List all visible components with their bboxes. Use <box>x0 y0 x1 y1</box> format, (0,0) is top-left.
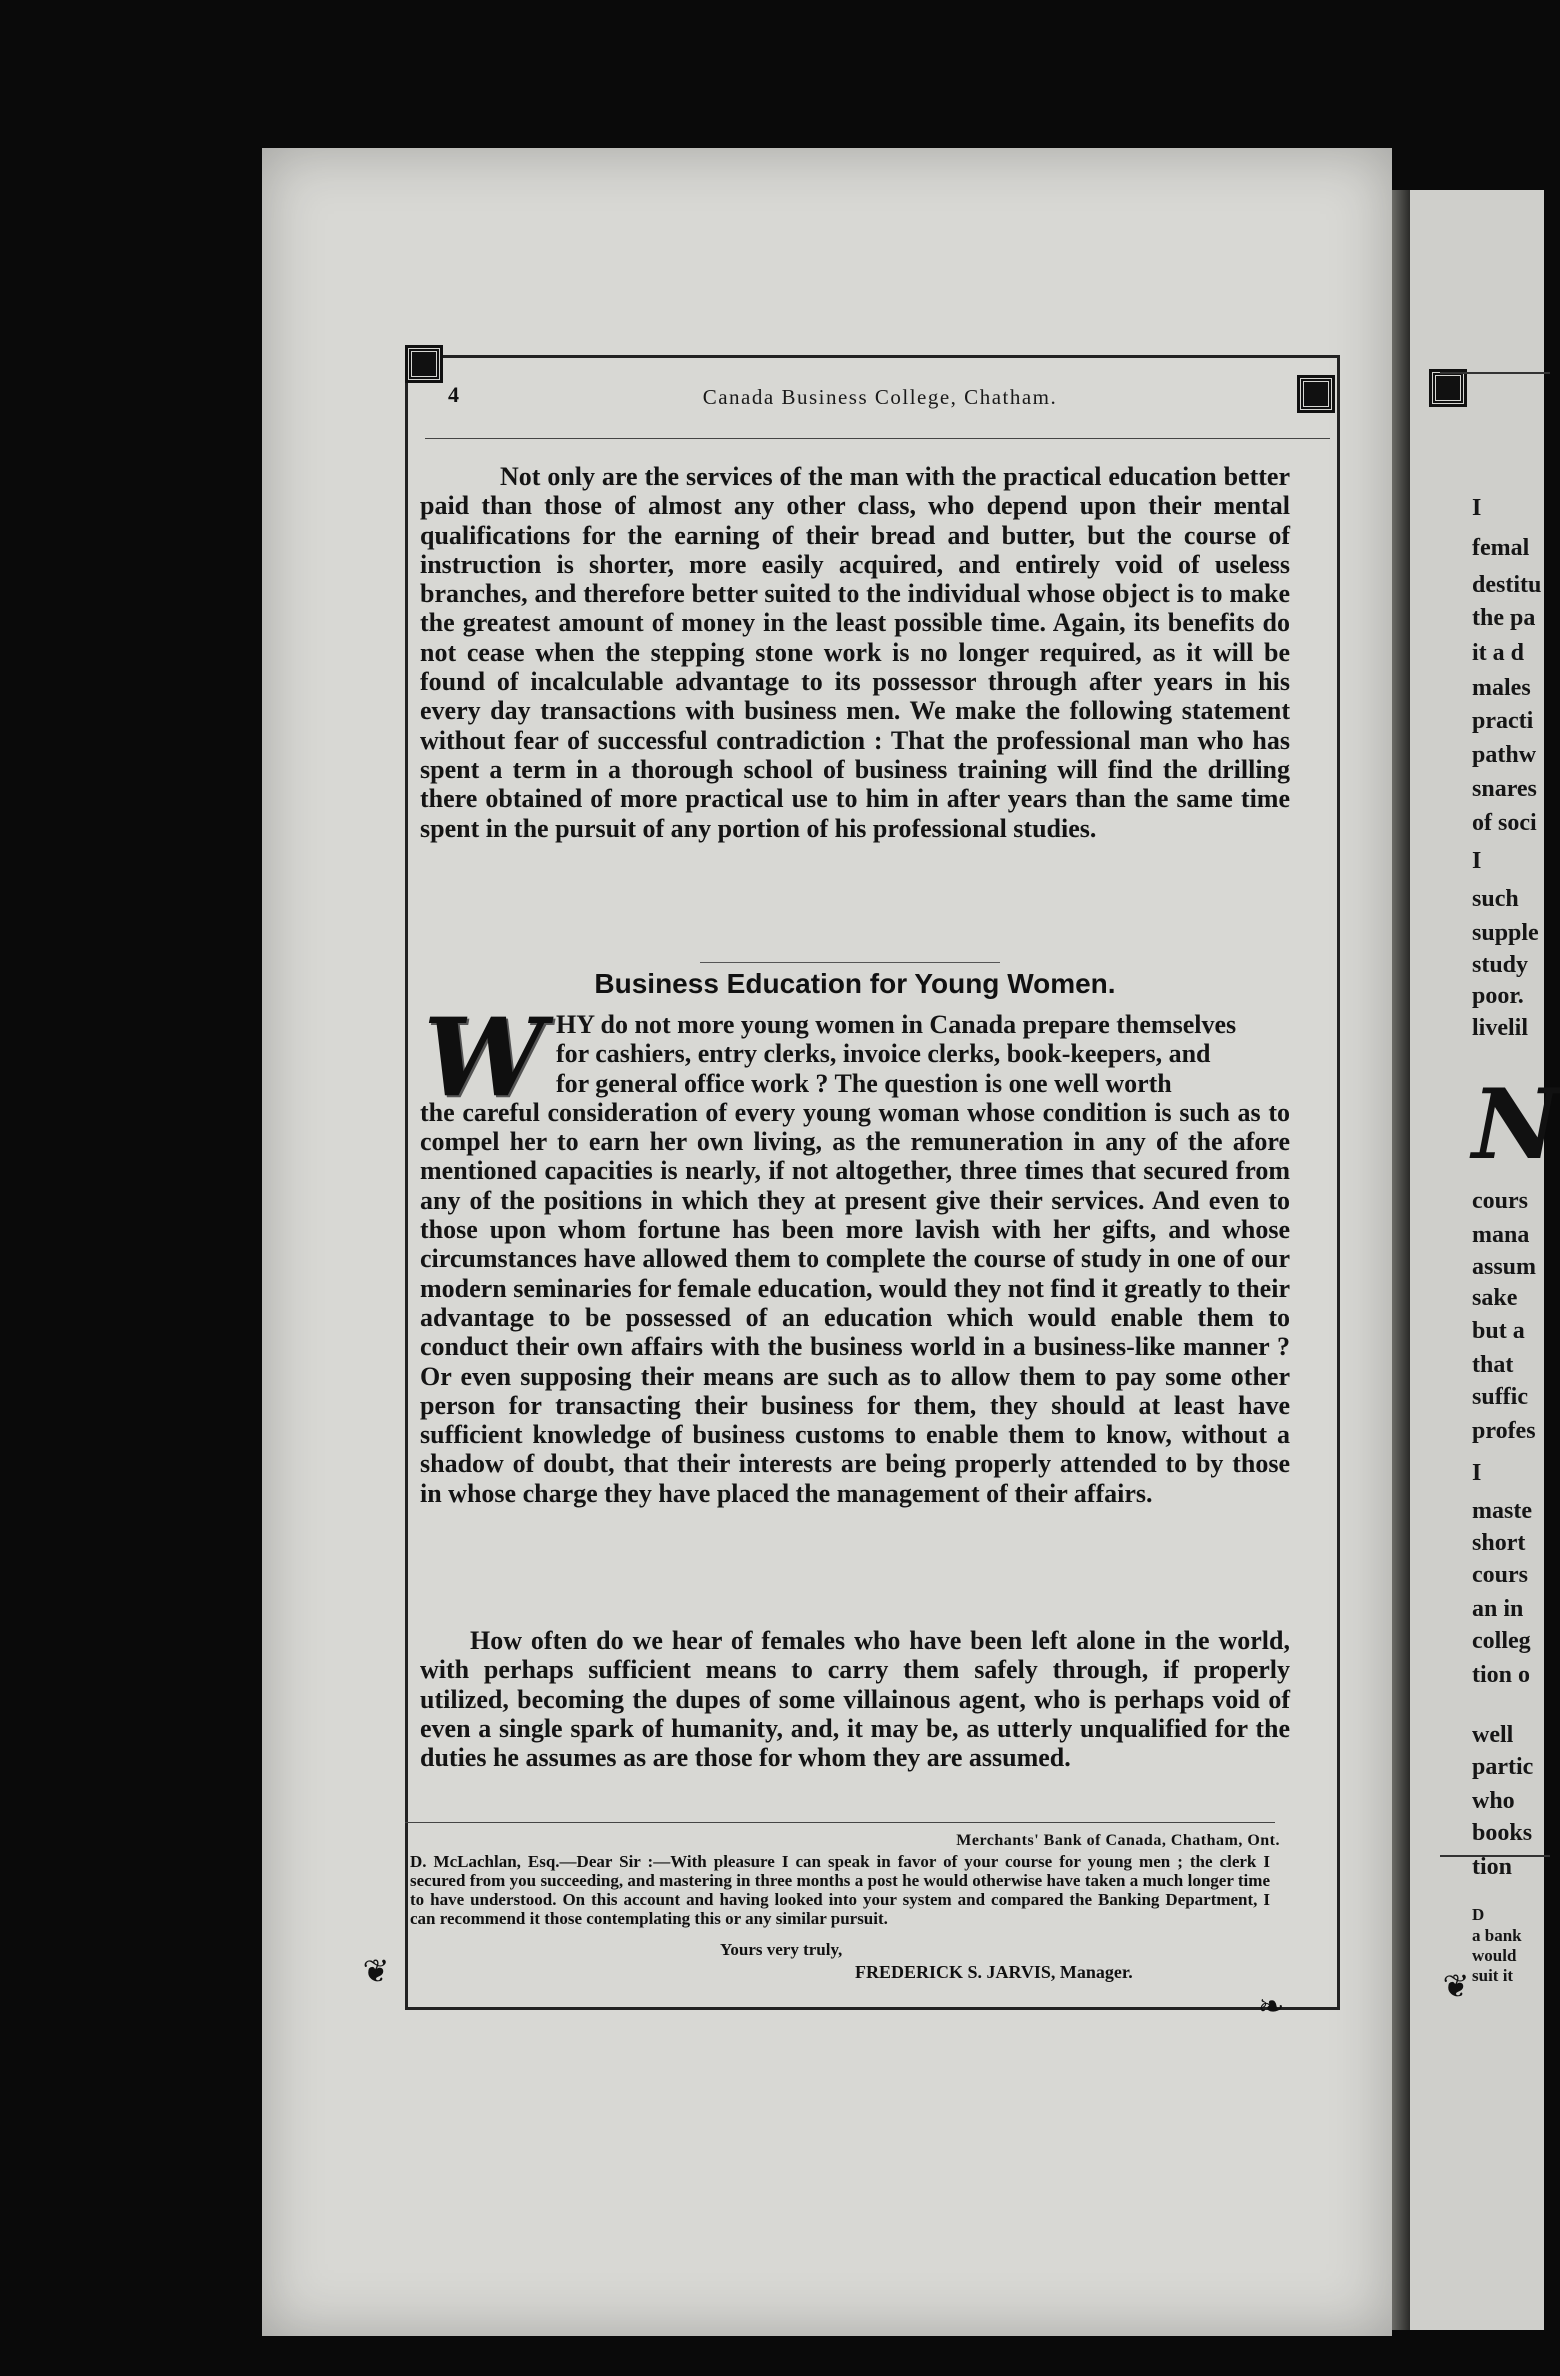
header-rule <box>425 438 1330 439</box>
letter-divider <box>405 1822 1275 1823</box>
hanging-line-3: for general office work ? The question is one well worth <box>556 1068 1172 1098</box>
right-page-letter-rule <box>1440 1855 1550 1857</box>
right-page-fragment: well <box>1472 1722 1514 1748</box>
right-page-fragment: femal <box>1472 535 1530 561</box>
hanging-line-1: HY do not more young women in Canada prepare themselves <box>556 1010 1237 1039</box>
paragraph-practical-education: Not only are the services of the man with the practical education better paid than those of almost any other class, who depend upon their mental qualifications for the earning of their bread and butter, but the course of instruction is shorter, more easily acquired, and entirely void of useless branches, and therefore better suited to the individual whose object is to make the greatest amount of money in the least possible time. Again, its benefits do not cease when the stepping stone work is no longer required, as it will be found of incalculable advantage to its possessor through after years in his every day transactions with business men. We make the following statement without fear of successful contradiction : That the professional man who has spent a term in a thorough school of business training will find the drilling there obtained of more practical use to him in after years than the same time spent in the pursuit of any portion of his professional studies. <box>420 462 1290 843</box>
right-page-fragment: pathw <box>1472 742 1537 768</box>
right-page-fragment: short <box>1472 1530 1526 1556</box>
right-page-fragment: assum <box>1472 1254 1537 1280</box>
right-page-fragment: that <box>1472 1352 1514 1378</box>
right-page-fragment: it a d <box>1472 640 1525 666</box>
page-number: 4 <box>448 382 459 407</box>
right-page-fragment: study <box>1472 952 1529 978</box>
letter-closing: Yours very truly, <box>720 1940 843 1959</box>
right-page-fragment: such <box>1472 886 1519 912</box>
right-page-fragment: I <box>1472 1460 1482 1486</box>
right-page-fragment: would <box>1472 1946 1517 1965</box>
right-page-header-rule <box>1440 372 1550 374</box>
right-page-fragment: poor. <box>1472 983 1524 1009</box>
right-page-fragment: of soci <box>1472 810 1537 836</box>
section-divider <box>700 962 1000 963</box>
paragraph-young-women-body: the careful consideration of every young woman whose condition is such as to compel her to earn her own living, as the remuneration in any of the afore mentioned capacities is nearly, if not altogether, three times that secured from any of the positions in which they at present give their services. And even to those upon whom fortune has been more lavish with her gifts, and whose circumstances have allowed them to complete the course of study in one of our modern seminaries for female education, would they not find it greatly to their advantage to be possessed of an education which would enable them to conduct their own affairs with the business world in a business-like manner ? Or even supposing their means are such as to allow them to pay some other person for transacting their business for them, they should at least have sufficient knowledge of business customs to enable them to know, without a shadow of doubt, that their interests are being properly attended to by those in whose charge they have placed the management of their affairs. <box>420 1097 1290 1508</box>
right-page-fragment: I <box>1472 848 1482 874</box>
running-header: Canada Business College, Chatham. <box>702 385 1058 409</box>
right-page-corner-ornament-icon <box>1432 372 1464 404</box>
book-gutter <box>1392 190 1410 2330</box>
right-page-fragment: I <box>1472 495 1482 521</box>
paragraph-females-left-alone: How often do we hear of females who have been left alone in the world, with perhaps sufficient means to carry them safely through, if properly utilized, becoming the dupes of some villainous agent, who is perhaps void of even a single spark of humanity, and, it may be, as utterly unqualified for the duties he assumes as are those for whom they are assumed. <box>420 1626 1290 1773</box>
right-page-fragment: males <box>1472 675 1531 701</box>
corner-leaf-bottom-left-icon: ❦ <box>362 1952 390 1990</box>
right-page-fragment: destitu <box>1472 572 1542 598</box>
right-page-fragment: who <box>1472 1788 1515 1814</box>
right-page-fragment: tion o <box>1472 1662 1531 1688</box>
hanging-line-2: for cashiers, entry clerks, invoice clerks, book-keepers, and <box>556 1039 1211 1069</box>
section-title: Business Education for Young Women. <box>594 968 1116 999</box>
right-page-fragment: a bank <box>1472 1926 1522 1945</box>
right-page-fragment: D <box>1472 1905 1485 1924</box>
right-page-fragment: practi <box>1472 708 1534 734</box>
right-page-fragment: livelil <box>1472 1015 1528 1041</box>
right-page-fragment: colleg <box>1472 1628 1531 1654</box>
dropcap-letter: W <box>423 995 545 1121</box>
letter-signature: FREDERICK S. JARVIS, Manager. <box>855 1962 1133 1982</box>
right-page-fragment: sake <box>1472 1285 1518 1311</box>
corner-ornament-top-left-icon <box>408 348 440 380</box>
right-page-fragment: snares <box>1472 776 1537 802</box>
right-page-fragment: cours <box>1472 1188 1528 1214</box>
right-page-fragment: maste <box>1472 1498 1532 1524</box>
right-page-fragment: profes <box>1472 1418 1536 1444</box>
testimonial-letter-body: D. McLachlan, Esq.—Dear Sir :—With pleasure I can speak in favor of your course for young men ; the clerk I secured from you succeeding, and mastering in three months a post he would otherwise have taken a much longer time to have understood. On this account and having looked into your system and compared the Banking Department, I can recommend it those contemplating this or any similar pursuit. <box>410 1852 1270 1928</box>
right-page-fragment: suffic <box>1472 1384 1528 1410</box>
right-page-fragment: supple <box>1472 920 1539 946</box>
right-page-fragment: cours <box>1472 1562 1528 1588</box>
right-page-fragment: tion <box>1472 1854 1513 1880</box>
right-page-corner-leaf-icon: ❦ <box>1442 1967 1470 2005</box>
corner-leaf-bottom-right-icon: ❧ <box>1257 1987 1285 2025</box>
right-page-fragment: mana <box>1472 1222 1530 1248</box>
right-page-fragment: but a <box>1472 1318 1525 1344</box>
right-page-fragment: books <box>1472 1820 1533 1846</box>
right-page-dropcap: N <box>1472 1068 1560 1181</box>
right-page-fragment: suit it <box>1472 1966 1514 1985</box>
paragraph-young-women <box>420 1010 1290 1508</box>
letter-heading: Merchants' Bank of Canada, Chatham, Ont. <box>956 1832 1280 1849</box>
right-page-fragment: partic <box>1472 1754 1534 1780</box>
right-page-fragment: the pa <box>1472 605 1536 631</box>
right-page-fragment: an in <box>1472 1596 1524 1622</box>
